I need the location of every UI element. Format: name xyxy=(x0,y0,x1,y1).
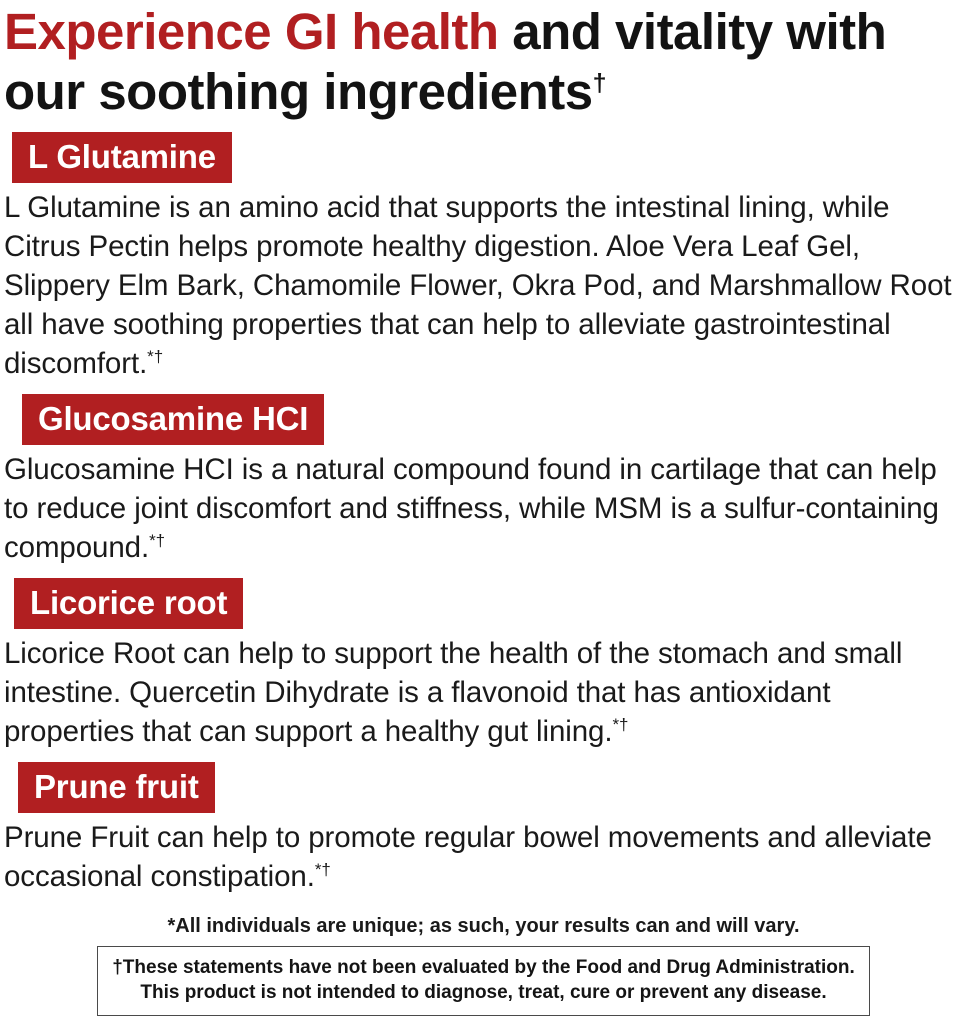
ingredient-tag-prune-fruit: Prune fruit xyxy=(18,762,215,813)
ingredient-section-licorice-root xyxy=(4,578,963,752)
page-title-accent: Experience GI health xyxy=(4,3,499,60)
fda-disclaimer-box xyxy=(97,946,870,1016)
ingredient-tag-wrap xyxy=(18,762,963,813)
ingredient-body-text: Prune Fruit can help to promote regular bowel movements and alleviate occasional constipation. xyxy=(4,820,932,893)
ingredient-tag-wrap xyxy=(12,132,963,183)
ingredient-body xyxy=(4,819,963,897)
ingredient-section-glucosamine-hci xyxy=(4,394,963,568)
ingredient-body xyxy=(4,451,963,568)
page-title-dagger: † xyxy=(592,69,607,98)
ingredient-tag-licorice-root: Licorice root xyxy=(14,578,243,629)
ingredient-body-sup: *† xyxy=(147,347,164,367)
fda-disclaimer-line-1: †These statements have not been evaluated by the Food and Drug Administration. xyxy=(112,956,855,978)
ingredient-body-sup: *† xyxy=(149,531,165,551)
footnotes xyxy=(0,915,967,1016)
page-title-rest: and vitality with our soothing ingredients xyxy=(4,3,887,121)
ingredient-section-l-glutamine xyxy=(4,132,963,384)
footnote-results-disclaimer: *All individuals are unique; as such, your results can and will vary. xyxy=(167,914,800,937)
ingredient-body-sup: *† xyxy=(612,714,629,734)
ingredient-body-text: Glucosamine HCI is a natural compound found in cartilage that can help to reduce joint discomfort and stiffness, while MSM is a sulfur-containing compound. xyxy=(4,453,939,564)
page-title xyxy=(4,0,963,122)
ingredient-body-text: Licorice Root can help to support the health of the stomach and small intestine. Quercetin Dihydrate is a flavonoid that has antioxidant properties that can support a healthy gut lining. xyxy=(4,636,903,748)
ingredient-section-prune-fruit xyxy=(4,762,963,897)
ingredient-body-sup: *† xyxy=(314,859,331,879)
ingredient-body xyxy=(4,635,963,752)
fda-disclaimer-line-2: This product is not intended to diagnose, treat, cure or prevent any disease. xyxy=(140,982,827,1004)
ingredient-tag-glucosamine-hci: Glucosamine HCI xyxy=(22,394,324,445)
ingredient-tag-wrap xyxy=(22,394,963,445)
ingredient-tag-l-glutamine: L Glutamine xyxy=(12,132,232,183)
ingredient-tag-wrap xyxy=(14,578,963,629)
ingredient-body xyxy=(4,189,963,384)
ingredient-body-text: L Glutamine is an amino acid that supports the intestinal lining, while Citrus Pectin helps promote healthy digestion. Aloe Vera Leaf Gel, Slippery Elm Bark, Chamomile Flower, Okra Pod, and Marshmallow Root all have soothing properties that can help to alleviate gastrointestinal discomfort. xyxy=(4,191,952,381)
